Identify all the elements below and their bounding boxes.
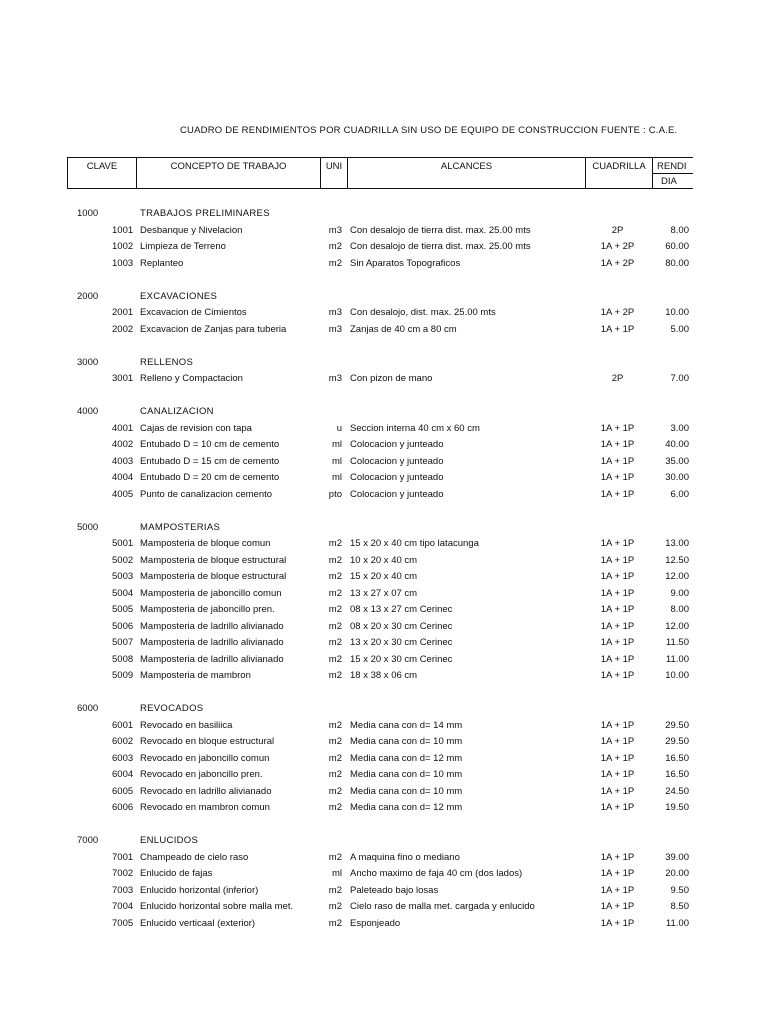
section-code: 7000 bbox=[77, 835, 99, 846]
item-alcance: Media cana con d= 10 mm bbox=[350, 769, 463, 780]
table-row bbox=[0, 439, 768, 456]
item-concept: Mamposteria de jaboncillo pren. bbox=[140, 604, 275, 615]
table-row bbox=[0, 423, 768, 440]
item-code: 5004 bbox=[112, 587, 134, 599]
item-code: 5007 bbox=[112, 637, 134, 648]
item-rendimiento: 12.50 bbox=[665, 554, 689, 566]
item-unit: m2 bbox=[328, 587, 342, 599]
table-row bbox=[0, 307, 768, 324]
item-cuadrilla: 1A + 1P bbox=[600, 620, 635, 632]
item-alcance: Con pizon de mano bbox=[350, 373, 433, 384]
item-unit: m2 bbox=[328, 653, 342, 665]
item-rendimiento: 16.50 bbox=[665, 769, 689, 780]
item-unit: m2 bbox=[328, 637, 342, 648]
section-name: MAMPOSTERIAS bbox=[140, 521, 221, 533]
table-row bbox=[0, 571, 768, 588]
item-rendimiento: 11.50 bbox=[665, 637, 689, 648]
section-row bbox=[0, 208, 768, 225]
item-cuadrilla: 2P bbox=[611, 224, 624, 236]
table-row bbox=[0, 868, 768, 885]
item-alcance: 13 x 27 x 07 cm bbox=[350, 587, 418, 599]
item-rendimiento: 40.00 bbox=[665, 439, 689, 450]
item-alcance: Colocacion y junteado bbox=[350, 472, 444, 483]
item-cuadrilla: 1A + 2P bbox=[600, 257, 635, 269]
item-concept: Revocado en jaboncillo pren. bbox=[140, 769, 263, 780]
item-rendimiento: 11.00 bbox=[665, 917, 689, 929]
item-cuadrilla: 1A + 1P bbox=[600, 422, 635, 434]
item-code: 7005 bbox=[112, 917, 134, 929]
section-spacer bbox=[0, 819, 768, 836]
item-alcance: Esponjeado bbox=[350, 917, 401, 929]
item-cuadrilla: 1A + 1P bbox=[600, 472, 635, 483]
item-unit: m2 bbox=[328, 604, 342, 615]
item-rendimiento: 80.00 bbox=[665, 257, 689, 269]
header-concepto: CONCEPTO DE TRABAJO bbox=[136, 157, 320, 189]
item-cuadrilla: 1A + 1P bbox=[600, 901, 635, 912]
header-clave: CLAVE bbox=[67, 157, 136, 189]
section-name: EXCAVACIONES bbox=[140, 290, 218, 302]
item-unit: m3 bbox=[328, 307, 342, 318]
item-code: 7001 bbox=[112, 851, 134, 863]
item-alcance: Media cana con d= 10 mm bbox=[350, 736, 463, 747]
table-row bbox=[0, 373, 768, 390]
item-unit: m2 bbox=[328, 769, 342, 780]
item-rendimiento: 39.00 bbox=[665, 851, 689, 863]
item-cuadrilla: 1A + 1P bbox=[600, 554, 635, 566]
item-concept: Enlucido horizontal sobre malla met. bbox=[140, 901, 294, 912]
item-rendimiento: 9.00 bbox=[670, 587, 689, 599]
item-rendimiento: 19.50 bbox=[665, 802, 689, 813]
item-rendimiento: 20.00 bbox=[665, 868, 689, 879]
item-concept: Entubado D = 10 cm de cemento bbox=[140, 439, 280, 450]
item-unit: ml bbox=[331, 439, 342, 450]
section-spacer bbox=[0, 390, 768, 407]
item-rendimiento: 12.00 bbox=[665, 620, 689, 632]
item-unit: m2 bbox=[328, 884, 342, 896]
section-row bbox=[0, 357, 768, 374]
table-row bbox=[0, 555, 768, 572]
table-row bbox=[0, 885, 768, 902]
item-unit: ml bbox=[331, 472, 342, 483]
item-cuadrilla: 1A + 1P bbox=[600, 653, 635, 665]
item-alcance: Cielo raso de malla met. cargada y enlucido bbox=[350, 901, 535, 912]
item-concept: Mamposteria de mambron bbox=[140, 670, 251, 681]
item-unit: m2 bbox=[328, 670, 342, 681]
item-cuadrilla: 1A + 1P bbox=[600, 736, 635, 747]
item-rendimiento: 29.50 bbox=[665, 719, 689, 731]
item-unit: pto bbox=[328, 488, 342, 500]
item-unit: m3 bbox=[328, 224, 342, 236]
item-concept: Entubado D = 15 cm de cemento bbox=[140, 455, 280, 467]
item-unit: m3 bbox=[328, 373, 342, 384]
item-concept: Mamposteria de bloque estructural bbox=[140, 554, 287, 566]
item-rendimiento: 10.00 bbox=[665, 307, 689, 318]
section-name: REVOCADOS bbox=[140, 703, 204, 714]
item-concept: Revocado en basiliica bbox=[140, 719, 233, 731]
item-alcance: 15 x 20 x 30 cm Cerinec bbox=[350, 653, 453, 665]
item-unit: m2 bbox=[328, 554, 342, 566]
item-code: 5001 bbox=[112, 538, 134, 549]
item-concept: Limpieza de Terreno bbox=[140, 241, 226, 252]
item-cuadrilla: 1A + 1P bbox=[600, 323, 635, 335]
item-alcance: Zanjas de 40 cm a 80 cm bbox=[350, 323, 457, 335]
item-cuadrilla: 1A + 1P bbox=[600, 587, 635, 599]
section-name: ENLUCIDOS bbox=[140, 835, 199, 846]
table-row bbox=[0, 258, 768, 275]
item-alcance: 08 x 13 x 27 cm Cerinec bbox=[350, 604, 453, 615]
item-code: 6006 bbox=[112, 802, 134, 813]
section-code: 6000 bbox=[77, 703, 99, 714]
table-row bbox=[0, 621, 768, 638]
table-row bbox=[0, 769, 768, 786]
section-code: 2000 bbox=[77, 290, 99, 302]
item-concept: Excavacion de Cimientos bbox=[140, 307, 247, 318]
section-row bbox=[0, 522, 768, 539]
item-cuadrilla: 1A + 1P bbox=[600, 719, 635, 731]
item-code: 6002 bbox=[112, 736, 134, 747]
item-cuadrilla: 1A + 1P bbox=[600, 884, 635, 896]
item-cuadrilla: 2P bbox=[611, 373, 624, 384]
item-code: 3001 bbox=[112, 373, 134, 384]
item-alcance: 18 x 38 x 06 cm bbox=[350, 670, 418, 681]
item-unit: m2 bbox=[328, 736, 342, 747]
item-rendimiento: 3.00 bbox=[670, 422, 689, 434]
item-cuadrilla: 1A + 1P bbox=[600, 917, 635, 929]
item-alcance: Seccion interna 40 cm x 60 cm bbox=[350, 422, 480, 434]
item-unit: m2 bbox=[328, 802, 342, 813]
item-alcance: Paleteado bajo losas bbox=[350, 884, 439, 896]
item-code: 7002 bbox=[112, 868, 134, 879]
item-code: 5009 bbox=[112, 670, 134, 681]
item-code: 4004 bbox=[112, 472, 134, 483]
item-rendimiento: 6.00 bbox=[670, 488, 689, 500]
table-row bbox=[0, 456, 768, 473]
table-row bbox=[0, 588, 768, 605]
section-spacer bbox=[0, 505, 768, 522]
item-unit: m2 bbox=[328, 851, 342, 863]
item-cuadrilla: 1A + 2P bbox=[600, 307, 635, 318]
table-row bbox=[0, 852, 768, 869]
item-alcance: 08 x 20 x 30 cm Cerinec bbox=[350, 620, 453, 632]
item-concept: Excavacion de Zanjas para tuberia bbox=[140, 323, 287, 335]
header-dia: DIA bbox=[652, 173, 693, 189]
item-cuadrilla: 1A + 1P bbox=[600, 604, 635, 615]
section-name: RELLENOS bbox=[140, 356, 194, 368]
item-unit: m2 bbox=[328, 241, 342, 252]
item-code: 1001 bbox=[112, 224, 134, 236]
item-concept: Replanteo bbox=[140, 257, 184, 269]
item-unit: m2 bbox=[328, 538, 342, 549]
section-name: TRABAJOS PRELIMINARES bbox=[140, 208, 270, 219]
item-code: 7004 bbox=[112, 901, 134, 912]
item-code: 1003 bbox=[112, 257, 134, 269]
item-alcance: Con desalojo, dist. max. 25.00 mts bbox=[350, 307, 496, 318]
item-rendimiento: 24.50 bbox=[665, 785, 689, 797]
item-alcance: Con desalojo de tierra dist. max. 25.00 mts bbox=[350, 224, 531, 236]
item-cuadrilla: 1A + 1P bbox=[600, 637, 635, 648]
item-rendimiento: 8.00 bbox=[670, 224, 689, 236]
item-code: 7003 bbox=[112, 884, 134, 896]
item-alcance: A maquina fino o mediano bbox=[350, 851, 460, 863]
item-rendimiento: 7.00 bbox=[670, 373, 689, 384]
header-cuadrilla: CUADRILLA bbox=[585, 157, 652, 189]
item-code: 5003 bbox=[112, 571, 134, 582]
item-concept: Enlucido de fajas bbox=[140, 868, 213, 879]
item-concept: Entubado D = 20 cm de cemento bbox=[140, 472, 280, 483]
item-cuadrilla: 1A + 1P bbox=[600, 538, 635, 549]
item-alcance: 15 x 20 x 40 cm tipo latacunga bbox=[350, 538, 479, 549]
item-cuadrilla: 1A + 1P bbox=[600, 488, 635, 500]
item-cuadrilla: 1A + 1P bbox=[600, 868, 635, 879]
table-row bbox=[0, 670, 768, 687]
item-cuadrilla: 1A + 1P bbox=[600, 752, 635, 764]
table-row bbox=[0, 753, 768, 770]
item-unit: m2 bbox=[328, 785, 342, 797]
item-cuadrilla: 1A + 1P bbox=[600, 785, 635, 797]
item-code: 5006 bbox=[112, 620, 134, 632]
section-row bbox=[0, 703, 768, 720]
table-row bbox=[0, 720, 768, 737]
item-concept: Revocado en ladrillo alivianado bbox=[140, 785, 272, 797]
item-unit: m2 bbox=[328, 719, 342, 731]
item-concept: Enlucido verticaal (exterior) bbox=[140, 917, 256, 929]
section-code: 1000 bbox=[77, 208, 99, 219]
item-rendimiento: 16.50 bbox=[665, 752, 689, 764]
item-cuadrilla: 1A + 1P bbox=[600, 802, 635, 813]
item-alcance: Colocacion y junteado bbox=[350, 455, 444, 467]
item-rendimiento: 13.00 bbox=[665, 538, 689, 549]
section-row bbox=[0, 835, 768, 852]
item-rendimiento: 5.00 bbox=[670, 323, 689, 335]
item-unit: m2 bbox=[328, 620, 342, 632]
item-cuadrilla: 1A + 1P bbox=[600, 769, 635, 780]
item-concept: Revocado en jaboncillo comun bbox=[140, 752, 270, 764]
item-code: 2001 bbox=[112, 307, 134, 318]
item-cuadrilla: 1A + 1P bbox=[600, 851, 635, 863]
item-unit: u bbox=[336, 422, 342, 434]
table-header bbox=[67, 157, 693, 190]
table-body bbox=[0, 208, 768, 934]
header-uni: UNI bbox=[320, 157, 347, 189]
item-concept: Mamposteria de jaboncillo comun bbox=[140, 587, 282, 599]
table-row bbox=[0, 538, 768, 555]
table-row bbox=[0, 637, 768, 654]
section-code: 3000 bbox=[77, 356, 99, 368]
item-alcance: Con desalojo de tierra dist. max. 25.00 mts bbox=[350, 241, 531, 252]
item-concept: Mamposteria de ladrillo alivianado bbox=[140, 620, 284, 632]
item-concept: Revocado en bloque estructural bbox=[140, 736, 275, 747]
table-row bbox=[0, 918, 768, 935]
item-alcance: Ancho maximo de faja 40 cm (dos lados) bbox=[350, 868, 523, 879]
item-alcance: Colocacion y junteado bbox=[350, 439, 444, 450]
item-rendimiento: 35.00 bbox=[665, 455, 689, 467]
item-code: 5008 bbox=[112, 653, 134, 665]
section-code: 5000 bbox=[77, 521, 99, 533]
item-rendimiento: 30.00 bbox=[665, 472, 689, 483]
page-title: CUADRO DE RENDIMIENTOS POR CUADRILLA SIN USO DE EQUIPO DE CONSTRUCCION FUENTE : C.A.E. bbox=[180, 125, 678, 136]
item-code: 1002 bbox=[112, 241, 134, 252]
table-row bbox=[0, 225, 768, 242]
item-unit: m2 bbox=[328, 257, 342, 269]
section-spacer bbox=[0, 274, 768, 291]
item-concept: Mamposteria de bloque comun bbox=[140, 538, 271, 549]
table-row bbox=[0, 654, 768, 671]
item-rendimiento: 10.00 bbox=[665, 670, 689, 681]
table-row bbox=[0, 736, 768, 753]
item-rendimiento: 8.50 bbox=[670, 901, 689, 912]
section-row bbox=[0, 291, 768, 308]
section-spacer bbox=[0, 687, 768, 704]
item-unit: m2 bbox=[328, 752, 342, 764]
item-alcance: Media cana con d= 10 mm bbox=[350, 785, 463, 797]
table-row bbox=[0, 489, 768, 506]
item-unit: m2 bbox=[328, 901, 342, 912]
section-code: 4000 bbox=[77, 406, 99, 417]
table-row bbox=[0, 901, 768, 918]
item-rendimiento: 11.00 bbox=[665, 653, 689, 665]
item-alcance: Media cana con d= 12 mm bbox=[350, 802, 463, 813]
item-concept: Mamposteria de ladrillo alivianado bbox=[140, 653, 284, 665]
table-row bbox=[0, 802, 768, 819]
item-unit: ml bbox=[331, 868, 342, 879]
item-concept: Desbanque y Nivelacion bbox=[140, 224, 243, 236]
item-unit: m2 bbox=[328, 571, 342, 582]
item-rendimiento: 9.50 bbox=[670, 884, 689, 896]
item-cuadrilla: 1A + 2P bbox=[600, 241, 635, 252]
item-concept: Revocado en mambron comun bbox=[140, 802, 270, 813]
item-code: 5002 bbox=[112, 554, 134, 566]
item-code: 6005 bbox=[112, 785, 134, 797]
item-rendimiento: 29.50 bbox=[665, 736, 689, 747]
item-unit: m3 bbox=[328, 323, 342, 335]
section-spacer bbox=[0, 340, 768, 357]
header-rendimiento: RENDI bbox=[652, 157, 693, 189]
table-row bbox=[0, 472, 768, 489]
item-alcance: Media cana con d= 12 mm bbox=[350, 752, 463, 764]
item-unit: ml bbox=[331, 455, 342, 467]
item-concept: Enlucido horizontal (inferior) bbox=[140, 884, 259, 896]
table-row bbox=[0, 604, 768, 621]
item-code: 4005 bbox=[112, 488, 134, 500]
header-alcances: ALCANCES bbox=[347, 157, 585, 189]
item-code: 4003 bbox=[112, 455, 134, 467]
item-concept: Punto de canalizacion cemento bbox=[140, 488, 273, 500]
item-alcance: 13 x 20 x 30 cm Cerinec bbox=[350, 637, 453, 648]
item-code: 6001 bbox=[112, 719, 134, 731]
item-cuadrilla: 1A + 1P bbox=[600, 439, 635, 450]
item-code: 6004 bbox=[112, 769, 134, 780]
item-concept: Relleno y Compactacion bbox=[140, 373, 243, 384]
table-row bbox=[0, 241, 768, 258]
section-name: CANALIZACION bbox=[140, 406, 214, 417]
item-concept: Mamposteria de ladrillo alivianado bbox=[140, 637, 284, 648]
item-alcance: 10 x 20 x 40 cm bbox=[350, 554, 418, 566]
item-concept: Cajas de revision con tapa bbox=[140, 422, 252, 434]
item-code: 4001 bbox=[112, 422, 134, 434]
item-code: 4002 bbox=[112, 439, 134, 450]
item-rendimiento: 12.00 bbox=[665, 571, 689, 582]
table-row bbox=[0, 324, 768, 341]
section-row bbox=[0, 406, 768, 423]
item-alcance: 15 x 20 x 40 cm bbox=[350, 571, 418, 582]
item-cuadrilla: 1A + 1P bbox=[600, 670, 635, 681]
table-row bbox=[0, 786, 768, 803]
item-cuadrilla: 1A + 1P bbox=[600, 455, 635, 467]
item-cuadrilla: 1A + 1P bbox=[600, 571, 635, 582]
item-alcance: Media cana con d= 14 mm bbox=[350, 719, 463, 731]
item-rendimiento: 8.00 bbox=[670, 604, 689, 615]
item-rendimiento: 60.00 bbox=[665, 241, 689, 252]
item-concept: Champeado de cielo raso bbox=[140, 851, 249, 863]
item-alcance: Colocacion y junteado bbox=[350, 488, 444, 500]
item-unit: m2 bbox=[328, 917, 342, 929]
item-alcance: Sin Aparatos Topograficos bbox=[350, 257, 461, 269]
item-code: 2002 bbox=[112, 323, 134, 335]
item-concept: Mamposteria de bloque estructural bbox=[140, 571, 287, 582]
item-code: 5005 bbox=[112, 604, 134, 615]
item-code: 6003 bbox=[112, 752, 134, 764]
